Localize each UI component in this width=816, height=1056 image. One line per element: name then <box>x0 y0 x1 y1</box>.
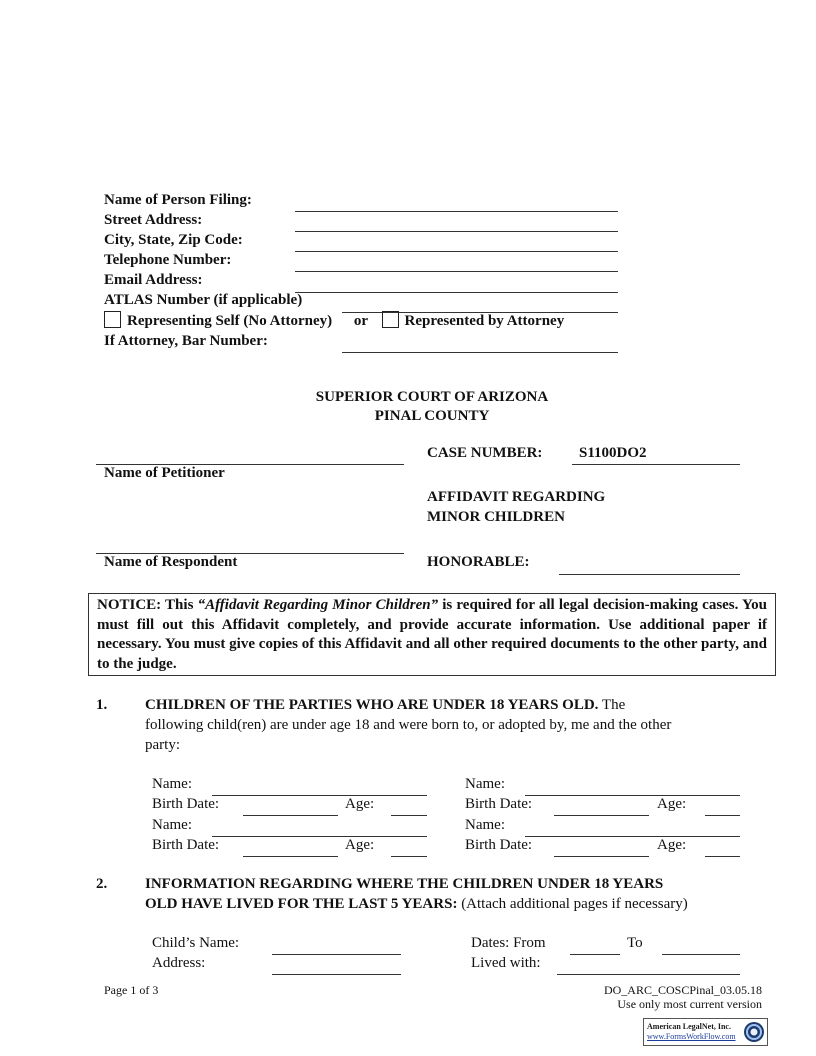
petitioner-label: Name of Petitioner <box>104 465 225 481</box>
filer-name-field[interactable] <box>295 211 618 212</box>
bar-number-field[interactable] <box>342 352 618 353</box>
case-number-label: CASE NUMBER: <box>427 445 543 461</box>
child3-birth-field[interactable] <box>243 856 338 857</box>
telephone-label: Telephone Number: <box>104 252 232 268</box>
dates-to-field[interactable] <box>662 954 740 955</box>
section1-heading: CHILDREN OF THE PARTIES WHO ARE UNDER 18 YEARS OLD. <box>145 697 599 713</box>
court-county: PINAL COUNTY <box>374 408 490 424</box>
honorable-label: HONORABLE: <box>427 554 530 570</box>
section2-heading-row2 <box>145 894 688 914</box>
child3-age-field[interactable] <box>391 856 427 857</box>
section2-number: 2. <box>96 876 108 892</box>
globe-icon <box>743 1021 765 1043</box>
city-state-zip-label: City, State, Zip Code: <box>104 232 243 248</box>
child2-name-label: Name: <box>465 776 505 792</box>
dates-from-field[interactable] <box>570 954 620 955</box>
honorable-field[interactable] <box>559 574 740 575</box>
child2-name-field[interactable] <box>525 795 740 796</box>
section2-heading-line1: INFORMATION REGARDING WHERE THE CHILDREN UNDER 18 YEARS <box>145 876 664 892</box>
doc-title-line1: AFFIDAVIT REGARDING <box>427 489 606 505</box>
self-checkbox[interactable] <box>104 311 121 328</box>
child3-name-field[interactable] <box>212 836 427 837</box>
logo-line1: American LegalNet, Inc. <box>647 1022 731 1031</box>
lived-with-label: Lived with: <box>471 955 541 971</box>
child2-birth-label: Birth Date: <box>465 796 533 812</box>
child4-name-label: Name: <box>465 817 505 833</box>
section1-text-line2: following child(ren) are under age 18 and were born to, or adopted by, me and the other <box>145 717 672 733</box>
child2-age-field[interactable] <box>705 815 740 816</box>
case-number-value[interactable]: S1100DO2 <box>579 445 647 461</box>
child4-age-label: Age: <box>657 837 687 853</box>
attorney-checkbox[interactable] <box>382 311 399 328</box>
city-state-zip-field[interactable] <box>295 251 618 252</box>
court-name: SUPERIOR COURT OF ARIZONA <box>315 389 549 405</box>
self-label: Representing Self (No Attorney) <box>127 313 333 329</box>
child3-age-label: Age: <box>345 837 375 853</box>
representation-row <box>104 311 564 331</box>
or-label: or <box>353 313 368 329</box>
child1-age-field[interactable] <box>391 815 427 816</box>
child-name-label: Child’s Name: <box>152 935 240 951</box>
child-name-field[interactable] <box>272 954 401 955</box>
lived-with-field[interactable] <box>557 974 740 975</box>
version-note: Use only most current version <box>617 997 762 1011</box>
child1-birth-label: Birth Date: <box>152 796 220 812</box>
respondent-label: Name of Respondent <box>104 554 238 570</box>
child1-name-field[interactable] <box>212 795 427 796</box>
telephone-field[interactable] <box>295 271 618 272</box>
form-code: DO_ARC_COSCPinal_03.05.18 <box>603 983 762 997</box>
child4-age-field[interactable] <box>705 856 740 857</box>
street-address-field[interactable] <box>295 231 618 232</box>
child4-birth-field[interactable] <box>554 856 649 857</box>
logo-line2: www.FormsWorkFlow.com <box>647 1032 736 1041</box>
email-label: Email Address: <box>104 272 203 288</box>
child3-name-label: Name: <box>152 817 192 833</box>
doc-title-line2: MINOR CHILDREN <box>427 509 565 525</box>
bar-number-label: If Attorney, Bar Number: <box>104 333 268 349</box>
child4-birth-label: Birth Date: <box>465 837 533 853</box>
section1-heading-row <box>145 695 625 715</box>
notice-title: “Affidavit Regarding Minor Children” <box>197 597 439 613</box>
section2-heading-line2: OLD HAVE LIVED FOR THE LAST 5 YEARS: <box>145 896 458 912</box>
section2-heading-note: (Attach additional pages if necessary) <box>461 896 688 912</box>
child4-name-field[interactable] <box>525 836 740 837</box>
section1-text-line1: The <box>601 697 626 713</box>
child1-age-label: Age: <box>345 796 375 812</box>
child1-name-label: Name: <box>152 776 192 792</box>
street-address-label: Street Address: <box>104 212 203 228</box>
attorney-label: Represented by Attorney <box>404 313 565 329</box>
child1-birth-field[interactable] <box>243 815 338 816</box>
to-label: To <box>627 935 643 951</box>
notice-box <box>88 593 776 676</box>
email-field[interactable] <box>295 292 618 293</box>
address-label: Address: <box>152 955 206 971</box>
filer-name-label: Name of Person Filing: <box>104 192 252 208</box>
case-number-underline <box>572 464 740 465</box>
address-field[interactable] <box>272 974 401 975</box>
section1-text-line3: party: <box>145 737 180 753</box>
page-number: Page 1 of 3 <box>104 983 159 997</box>
atlas-label: ATLAS Number (if applicable) <box>104 292 303 308</box>
section1-number: 1. <box>96 697 108 713</box>
notice-body: is required for all legal decision-making cases. You must fill out this Affidavit completely, and provide accurate information. Use additional paper if necessary. You must give copies of this Affidavit and all other required documents to the other party, and to the judge. <box>97 597 768 672</box>
child2-birth-field[interactable] <box>554 815 649 816</box>
dates-from-label: Dates: From <box>471 935 546 951</box>
notice-lead: NOTICE: This <box>97 597 194 613</box>
child3-birth-label: Birth Date: <box>152 837 220 853</box>
child2-age-label: Age: <box>657 796 687 812</box>
legalnet-logo[interactable] <box>643 1018 768 1046</box>
